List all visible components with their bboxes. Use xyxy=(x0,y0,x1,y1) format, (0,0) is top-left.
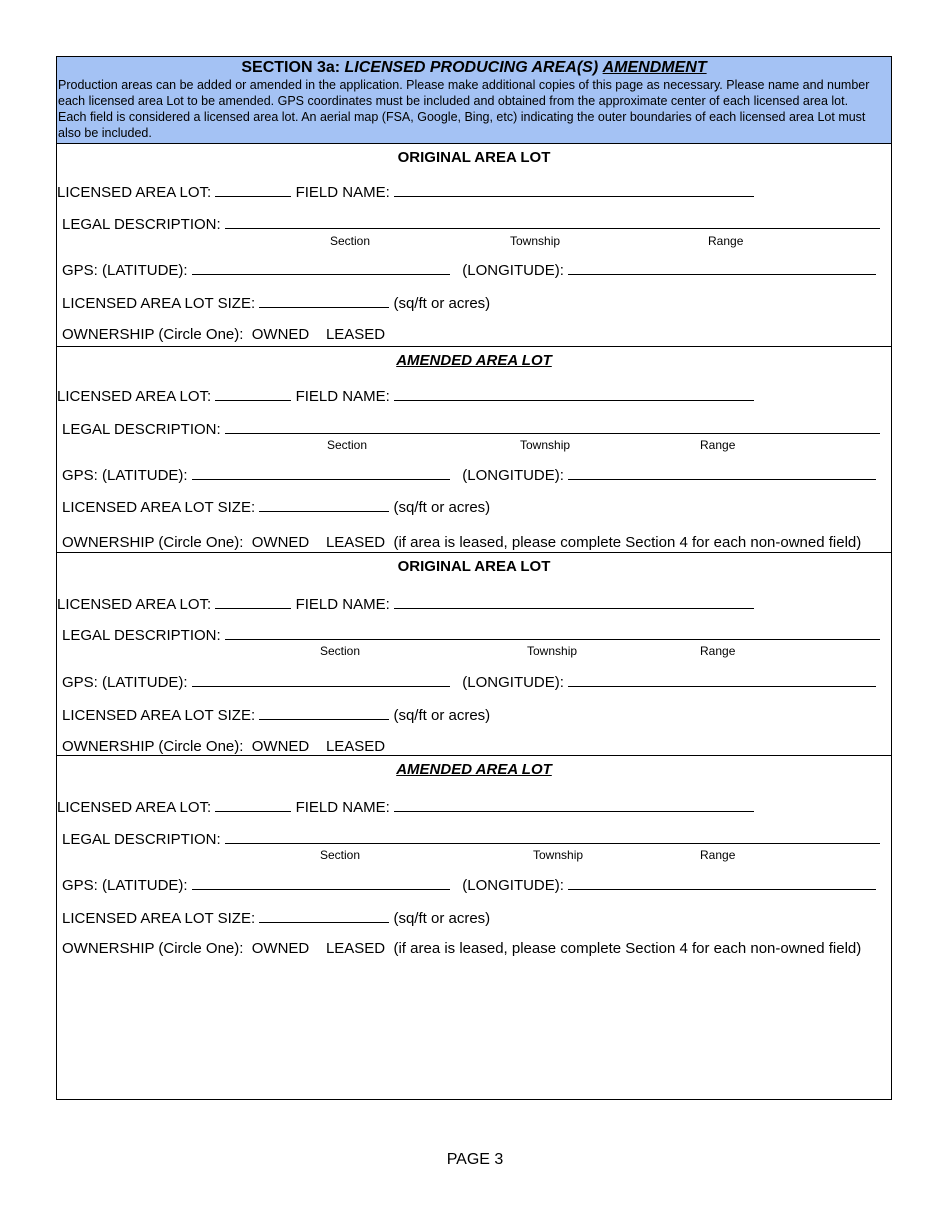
leased-option[interactable]: LEASED xyxy=(325,940,386,957)
longitude-field[interactable] xyxy=(568,876,876,890)
longitude-field[interactable] xyxy=(568,466,876,480)
field-name-field[interactable] xyxy=(394,798,754,812)
latitude-label: GPS: (LATITUDE): xyxy=(62,877,188,894)
owned-option[interactable]: OWNED xyxy=(251,534,310,551)
ownership-line xyxy=(62,738,385,756)
original-area-lot-block-2 xyxy=(57,552,891,756)
field-name-label: FIELD NAME: xyxy=(295,799,390,816)
section-title-main: LICENSED PRODUCING AREA(S) xyxy=(344,59,599,76)
field-name-field[interactable] xyxy=(394,595,754,609)
latitude-field[interactable] xyxy=(192,466,450,480)
amendment-form xyxy=(56,56,892,1100)
latitude-label: GPS: (LATITUDE): xyxy=(62,467,188,484)
ownership-label: OWNERSHIP (Circle One): xyxy=(62,534,244,551)
lot-line xyxy=(57,183,754,202)
size-units: (sq/ft or acres) xyxy=(393,499,491,516)
lot-label: LICENSED AREA LOT: xyxy=(57,799,212,816)
field-name-field[interactable] xyxy=(394,387,754,401)
legal-line xyxy=(62,830,880,849)
block-title-original: ORIGINAL AREA LOT xyxy=(397,558,551,575)
longitude-label: (LONGITUDE): xyxy=(462,877,564,894)
section-caption: Section xyxy=(320,848,361,862)
range-caption: Range xyxy=(700,644,736,658)
legal-description-field[interactable] xyxy=(225,830,880,844)
ownership-line xyxy=(62,326,385,344)
ownership-label: OWNERSHIP (Circle One): xyxy=(62,940,244,957)
legal-label: LEGAL DESCRIPTION: xyxy=(62,831,221,848)
section-number: SECTION 3a: xyxy=(241,59,341,76)
latitude-field[interactable] xyxy=(192,261,450,275)
lease-note: (if area is leased, please complete Section 4 for each non-owned field) xyxy=(393,940,862,957)
lot-line xyxy=(57,798,754,817)
leased-option[interactable]: LEASED xyxy=(325,326,386,343)
block-title-amended: AMENDED AREA LOT xyxy=(396,761,552,778)
lot-label: LICENSED AREA LOT: xyxy=(57,596,212,613)
block-title-amended: AMENDED AREA LOT xyxy=(396,352,552,369)
size-label: LICENSED AREA LOT SIZE: xyxy=(62,295,256,312)
lot-number-field[interactable] xyxy=(215,595,291,609)
leased-option[interactable]: LEASED xyxy=(325,534,386,551)
legal-label: LEGAL DESCRIPTION: xyxy=(62,216,221,233)
size-label: LICENSED AREA LOT SIZE: xyxy=(62,707,256,724)
section-caption: Section xyxy=(327,438,368,452)
legal-description-field[interactable] xyxy=(225,626,880,640)
gps-line xyxy=(62,466,876,485)
lot-label: LICENSED AREA LOT: xyxy=(57,388,212,405)
section-instructions: Production areas can be added or amended in the application. Please make additional copies of this page as necessary. Please name and number each licensed area Lot to be amended. GPS coordinates must be included and obtained from the approximate center of each licensed area lot. Each field is considered a licensed area lot. An aerial map (FSA, Google, Bing, etc) indicating the outer boundaries of each licensed area Lot must also be included. xyxy=(58,78,870,140)
size-label: LICENSED AREA LOT SIZE: xyxy=(62,499,256,516)
size-units: (sq/ft or acres) xyxy=(393,295,491,312)
longitude-field[interactable] xyxy=(568,261,876,275)
section-title xyxy=(57,59,891,77)
lot-size-field[interactable] xyxy=(259,294,389,308)
longitude-label: (LONGITUDE): xyxy=(462,262,564,279)
amended-area-lot-block-1 xyxy=(57,346,891,553)
lot-number-field[interactable] xyxy=(215,387,291,401)
section-caption: Section xyxy=(330,234,371,248)
township-caption: Township xyxy=(510,234,561,248)
lot-line xyxy=(57,387,754,406)
size-units: (sq/ft or acres) xyxy=(393,707,491,724)
lease-note: (if area is leased, please complete Section 4 for each non-owned field) xyxy=(393,534,862,551)
lot-label: LICENSED AREA LOT: xyxy=(57,184,212,201)
lot-number-field[interactable] xyxy=(215,183,291,197)
gps-line xyxy=(62,261,876,280)
ownership-label: OWNERSHIP (Circle One): xyxy=(62,738,244,755)
lot-size-field[interactable] xyxy=(259,909,389,923)
gps-line xyxy=(62,876,876,895)
longitude-label: (LONGITUDE): xyxy=(462,674,564,691)
latitude-label: GPS: (LATITUDE): xyxy=(62,262,188,279)
owned-option[interactable]: OWNED xyxy=(251,326,310,343)
township-caption: Township xyxy=(533,848,584,862)
range-caption: Range xyxy=(708,234,744,248)
latitude-field[interactable] xyxy=(192,673,450,687)
size-line xyxy=(62,909,490,928)
owned-option[interactable]: OWNED xyxy=(251,738,310,755)
lot-number-field[interactable] xyxy=(215,798,291,812)
legal-description-field[interactable] xyxy=(225,215,880,229)
block-title-original: ORIGINAL AREA LOT xyxy=(397,149,551,166)
legal-line xyxy=(62,626,880,645)
section-title-amendment: AMENDMENT xyxy=(602,59,707,76)
section-header xyxy=(57,57,891,144)
size-line xyxy=(62,706,490,725)
field-name-label: FIELD NAME: xyxy=(295,388,390,405)
legal-line xyxy=(62,420,880,439)
lot-line xyxy=(57,595,754,614)
leased-option[interactable]: LEASED xyxy=(325,738,386,755)
legal-line xyxy=(62,215,880,234)
lot-size-field[interactable] xyxy=(259,498,389,512)
range-caption: Range xyxy=(700,438,736,452)
section-caption: Section xyxy=(320,644,361,658)
legal-label: LEGAL DESCRIPTION: xyxy=(62,421,221,438)
original-area-lot-block-1 xyxy=(57,143,891,346)
latitude-label: GPS: (LATITUDE): xyxy=(62,674,188,691)
township-caption: Township xyxy=(527,644,578,658)
latitude-field[interactable] xyxy=(192,876,450,890)
longitude-label: (LONGITUDE): xyxy=(462,467,564,484)
lot-size-field[interactable] xyxy=(259,706,389,720)
owned-option[interactable]: OWNED xyxy=(251,940,310,957)
amended-area-lot-block-2 xyxy=(57,755,891,1100)
gps-line xyxy=(62,673,876,692)
page-number: PAGE 3 xyxy=(446,1151,504,1168)
township-caption: Township xyxy=(520,438,571,452)
ownership-line xyxy=(62,940,861,958)
size-label: LICENSED AREA LOT SIZE: xyxy=(62,910,256,927)
range-caption: Range xyxy=(700,848,736,862)
longitude-field[interactable] xyxy=(568,673,876,687)
legal-description-field[interactable] xyxy=(225,420,880,434)
field-name-label: FIELD NAME: xyxy=(295,184,390,201)
legal-label: LEGAL DESCRIPTION: xyxy=(62,627,221,644)
ownership-line xyxy=(62,534,861,552)
field-name-label: FIELD NAME: xyxy=(295,596,390,613)
size-line xyxy=(62,294,490,313)
field-name-field[interactable] xyxy=(394,183,754,197)
ownership-label: OWNERSHIP (Circle One): xyxy=(62,326,244,343)
size-line xyxy=(62,498,490,517)
size-units: (sq/ft or acres) xyxy=(393,910,491,927)
